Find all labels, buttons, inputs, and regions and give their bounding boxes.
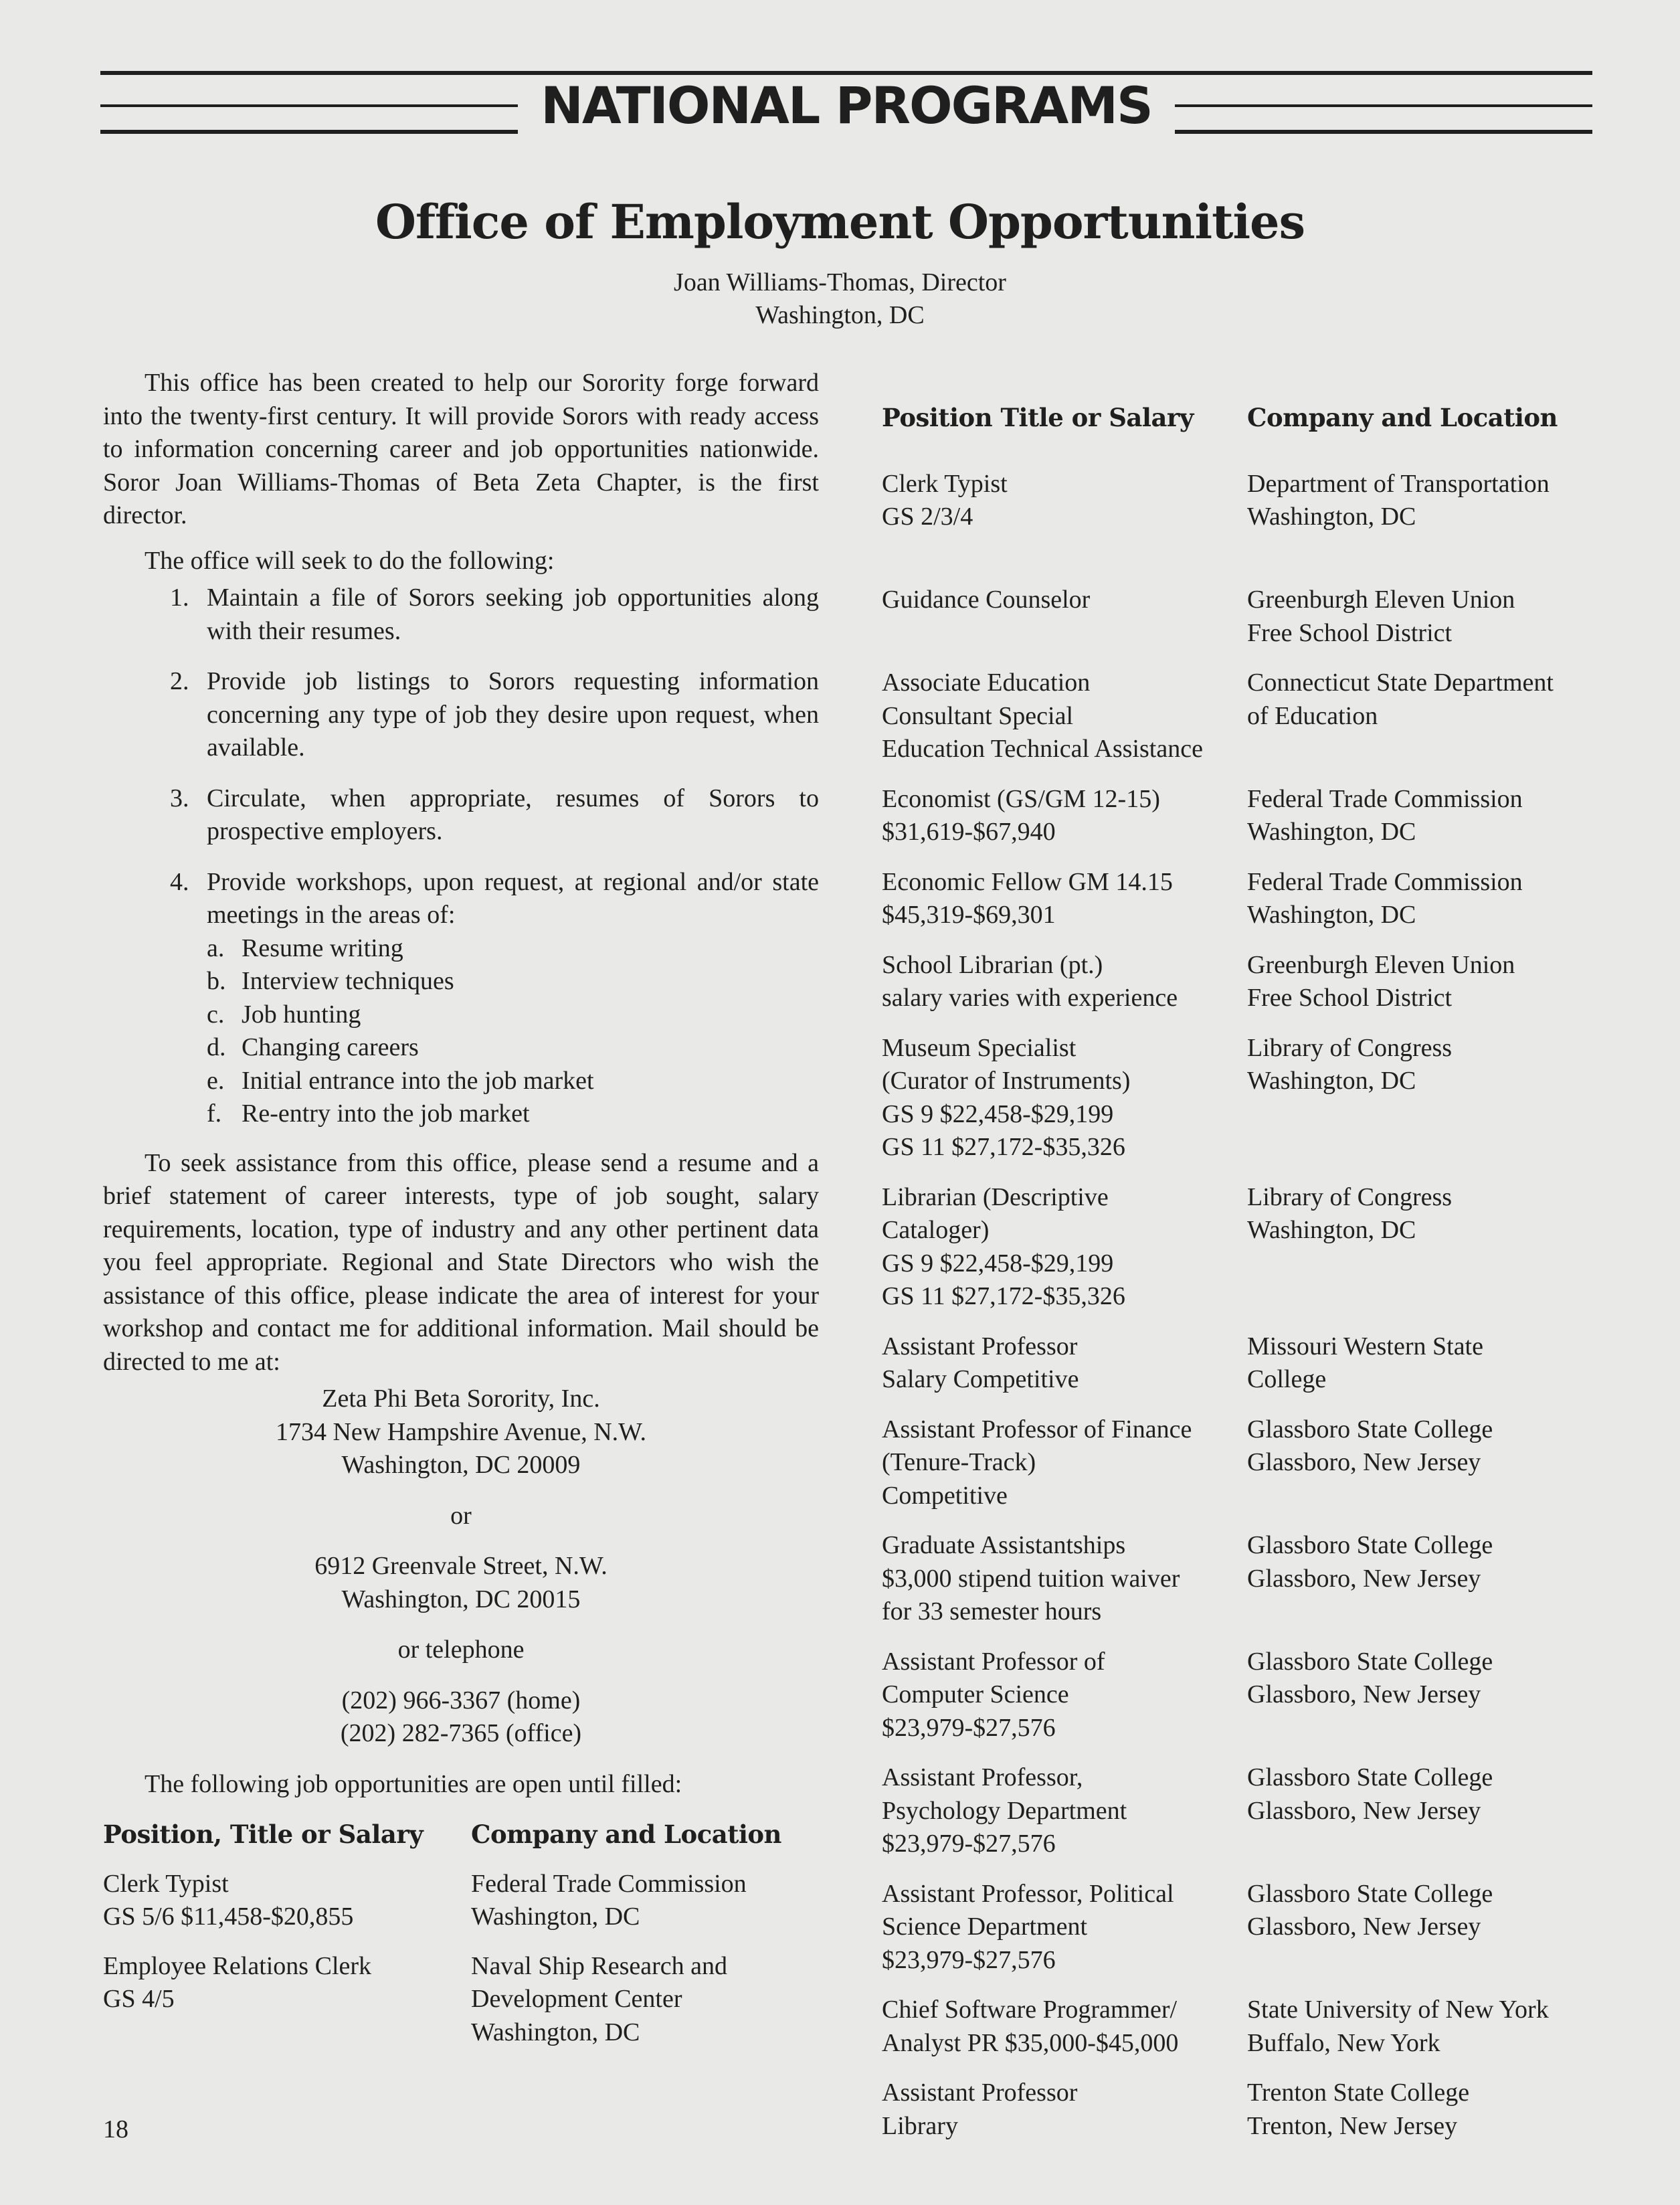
table-row xyxy=(882,866,1604,932)
left-column xyxy=(103,367,819,2065)
goals-intro: The office will seek to do the following: xyxy=(145,546,555,575)
table-row xyxy=(882,584,1604,650)
table-row xyxy=(882,783,1604,849)
job-company: Glassboro State College Glassboro, New Jersey xyxy=(1247,1763,1493,1825)
goal-number: 1. xyxy=(170,584,189,612)
table-row xyxy=(882,1413,1604,1513)
workshop-text: Resume writing xyxy=(242,934,403,962)
workshop-text: Changing careers xyxy=(242,1033,419,1061)
table-row xyxy=(882,1330,1604,1397)
left-job-header xyxy=(103,1818,819,1852)
workshop-item xyxy=(207,965,819,998)
goal-item xyxy=(103,582,819,648)
workshop-letter: c. xyxy=(207,1000,225,1029)
table-row xyxy=(882,2077,1604,2143)
job-position: Economic Fellow GM 14.15 $45,319-$69,301 xyxy=(882,867,1173,929)
job-position: Employee Relations Clerk GS 4/5 xyxy=(103,1951,372,2013)
director-name: Joan Williams-Thomas, Director xyxy=(674,268,1006,296)
byline xyxy=(0,266,1680,332)
goal-number: 2. xyxy=(170,667,189,695)
job-company: Trenton State College Trenton, New Jersey xyxy=(1247,2079,1470,2140)
job-company: Greenburgh Eleven Union Free School District xyxy=(1247,950,1515,1012)
job-position: Chief Software Programmer/ Analyst PR $35,000-$45,000 xyxy=(882,1996,1179,2057)
job-company: Naval Ship Research and Development Center Washington, DC xyxy=(471,1951,728,2046)
address-line: 6912 Greenvale Street, N.W. xyxy=(314,1552,608,1580)
right-col-position xyxy=(882,368,1247,567)
page-number: 18 xyxy=(103,2115,128,2143)
goal-number: 4. xyxy=(170,867,189,896)
workshop-item xyxy=(207,932,819,966)
workshop-item xyxy=(207,1031,819,1065)
mailing-address-2 xyxy=(103,1550,819,1616)
left-job-table xyxy=(103,1818,819,2049)
assistance-paragraph: To seek assistance from this office, please send a resume and a brief statement of career interests, type of job sought, salary requirements, location, type of industry and any other pertinent data you feel appropriate. Regional and State Directors who wish the assistance of this office, please indicate the area of interest for your workshop and contact me for additional information. Mail should be directed to me at: xyxy=(103,1148,819,1376)
masthead-rule-top xyxy=(100,71,1592,75)
phone-numbers xyxy=(103,1684,819,1751)
job-position: Librarian (Descriptive Cataloger) GS 9 $22,458-$29,199 GS 11 $27,172-$35,326 xyxy=(882,1182,1125,1310)
job-company: State University of New York Buffalo, New York xyxy=(1247,1996,1549,2057)
workshop-item xyxy=(207,998,819,1032)
mailing-address-1 xyxy=(103,1383,819,1482)
right-column xyxy=(882,368,1604,2159)
header-position: Position, Title or Salary xyxy=(103,1820,424,1849)
workshop-text: Re-entry into the job market xyxy=(242,1099,530,1128)
job-position: Clerk Typist GS 5/6 $11,458-$20,855 xyxy=(103,1869,354,1931)
intro-paragraph: This office has been created to help our Sorority forge forward into the twenty-first century. It will provide Sorors with ready access to information concerning career and job opportunities nationwide. Soror Joan Williams-Thomas of Beta Zeta Chapter, is the first director. xyxy=(103,369,819,529)
goal-text: Provide job listings to Sorors requesting information concerning any type of job they desire upon request, when available. xyxy=(207,667,819,762)
header-position: Position Title or Salary xyxy=(882,402,1194,432)
table-row xyxy=(882,1529,1604,1629)
goal-number: 3. xyxy=(170,784,189,812)
table-row xyxy=(882,667,1604,766)
job-position: Assistant Professor Library xyxy=(882,2079,1078,2140)
address-line: Washington, DC 20009 xyxy=(341,1451,581,1479)
goal-text: Maintain a file of Sorors seeking job opportunities along with their resumes. xyxy=(207,584,819,645)
workshop-list xyxy=(207,932,819,1131)
job-company: Glassboro State College Glassboro, New Jersey xyxy=(1247,1415,1493,1476)
job-company: Missouri Western State College xyxy=(1247,1332,1483,1393)
job-company: Glassboro State College Glassboro, New Jersey xyxy=(1247,1879,1493,1941)
phone-office: (202) 282-7365 (office) xyxy=(340,1719,582,1747)
goal-item xyxy=(103,665,819,765)
open-note: The following job opportunities are open until filled: xyxy=(145,1769,682,1798)
goal-item xyxy=(103,866,819,1131)
workshop-text: Interview techniques xyxy=(242,967,454,995)
workshop-text: Initial entrance into the job market xyxy=(242,1066,594,1095)
or-separator: or xyxy=(450,1501,472,1530)
job-company: Federal Trade Commission Washington, DC xyxy=(1247,867,1523,929)
job-position: Assistant Professor, Political Science Department $23,979-$27,576 xyxy=(882,1879,1174,1974)
table-row xyxy=(103,1868,819,1934)
job-position: Guidance Counselor xyxy=(882,586,1091,614)
masthead xyxy=(100,67,1592,141)
workshop-text: Job hunting xyxy=(242,1000,361,1029)
job-position: Assistant Professor of Computer Science $23,979-$27,576 xyxy=(882,1647,1105,1742)
workshop-letter: a. xyxy=(207,934,225,962)
job-company: Greenburgh Eleven Union Free School District xyxy=(1247,586,1515,647)
job-company: Federal Trade Commission Washington, DC xyxy=(471,1869,747,1931)
right-col-company xyxy=(1247,368,1604,567)
table-row xyxy=(882,1181,1604,1314)
workshop-letter: e. xyxy=(207,1066,225,1095)
table-row xyxy=(882,949,1604,1015)
job-company: Federal Trade Commission Washington, DC xyxy=(1247,784,1523,846)
workshop-letter: b. xyxy=(207,967,226,995)
job-position: Museum Specialist (Curator of Instruments) GS 9 $22,458-$29,199 GS 11 $27,172-$35,326 xyxy=(882,1033,1131,1161)
section-title: Office of Employment Opportunities xyxy=(375,194,1305,250)
job-company: Library of Congress Washington, DC xyxy=(1247,1033,1453,1095)
job-position: Assistant Professor of Finance (Tenure-Track) Competitive xyxy=(882,1415,1192,1510)
right-job-header-row xyxy=(882,368,1604,567)
job-company: Library of Congress Washington, DC xyxy=(1247,1182,1453,1244)
workshop-letter: d. xyxy=(207,1033,226,1061)
table-row xyxy=(882,1032,1604,1164)
job-position: School Librarian (pt.) salary varies with experience xyxy=(882,950,1178,1012)
job-position: Economist (GS/GM 12-15) $31,619-$67,940 xyxy=(882,784,1160,846)
job-company: Connecticut State Department of Education xyxy=(1247,669,1554,730)
table-row xyxy=(882,1994,1604,2060)
goal-text: Circulate, when appropriate, resumes of Sorors to prospective employers. xyxy=(207,784,819,845)
job-position: Associate Education Consultant Special xyxy=(882,669,1091,730)
job-company: Department of Transportation Washington, DC xyxy=(1247,469,1550,531)
workshop-item xyxy=(207,1097,819,1131)
table-row xyxy=(882,1646,1604,1745)
address-line: Zeta Phi Beta Sorority, Inc. xyxy=(322,1385,600,1413)
job-position-continued: Education Technical Assistance xyxy=(882,735,1203,763)
job-position: Assistant Professor, Psychology Department $23,979-$27,576 xyxy=(882,1763,1127,1858)
table-row xyxy=(103,1950,819,2050)
goal-item xyxy=(103,782,819,849)
or-telephone: or telephone xyxy=(397,1636,525,1664)
address-line: 1734 New Hampshire Avenue, N.W. xyxy=(275,1417,647,1446)
director-location: Washington, DC xyxy=(755,301,925,329)
workshop-letter: f. xyxy=(207,1099,222,1128)
header-company: Company and Location xyxy=(1247,402,1558,432)
job-company: Glassboro State College Glassboro, New Jersey xyxy=(1247,1647,1493,1708)
right-job-rows xyxy=(882,584,1604,2143)
job-position: Assistant Professor Salary Competitive xyxy=(882,1332,1079,1393)
header-company: Company and Location xyxy=(471,1820,781,1849)
phone-home: (202) 966-3367 (home) xyxy=(341,1686,581,1714)
workshop-item xyxy=(207,1065,819,1098)
job-position: Clerk Typist GS 2/3/4 xyxy=(882,469,1008,531)
job-company: Glassboro State College Glassboro, New Jersey xyxy=(1247,1531,1493,1593)
goals-list xyxy=(103,582,819,1131)
table-row xyxy=(882,1761,1604,1861)
table-row xyxy=(882,1878,1604,1977)
address-line: Washington, DC 20015 xyxy=(341,1585,581,1613)
goal-text: Provide workshops, upon request, at regional and/or state meetings in the areas of: xyxy=(207,867,819,929)
masthead-title: NATIONAL PROGRAMS xyxy=(518,76,1174,135)
job-position: Graduate Assistantships $3,000 stipend tuition waiver for 33 semester hours xyxy=(882,1531,1180,1625)
